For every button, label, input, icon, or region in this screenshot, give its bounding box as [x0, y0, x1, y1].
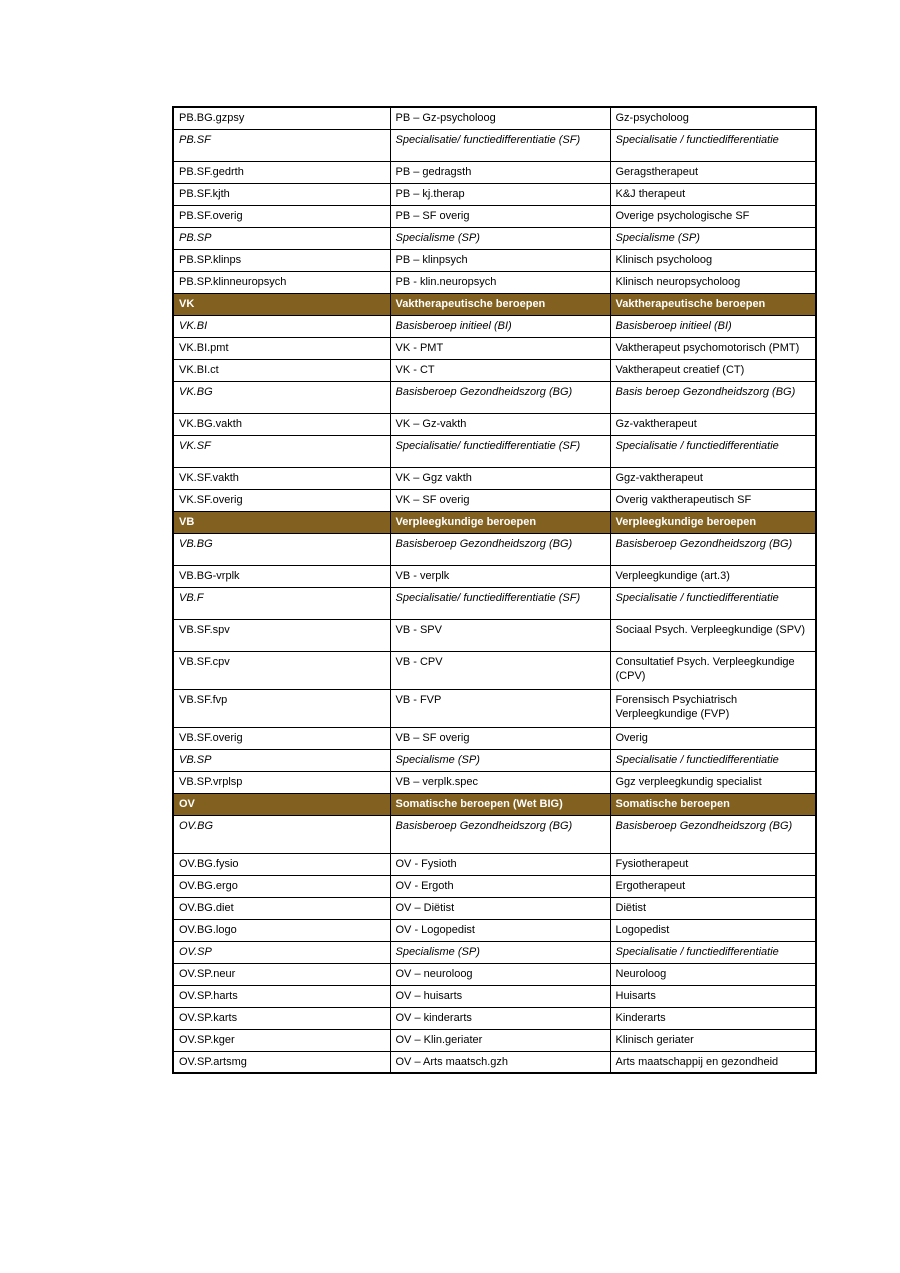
description-cell: Klinisch neuropsycholoog [610, 271, 816, 293]
section-code-header: VB [173, 511, 390, 533]
short-description-cell: PB – Gz-psycholoog [390, 107, 610, 129]
description-cell: Ergotherapeut [610, 875, 816, 897]
table-row [173, 435, 816, 467]
code-cell: VK.SF.vakth [173, 467, 390, 489]
code-cell: VK.SF.overig [173, 489, 390, 511]
short-description-cell: Basisberoep Gezondheidszorg (BG) [390, 381, 610, 413]
description-cell: Diëtist [610, 897, 816, 919]
description-cell: Overig vaktherapeutisch SF [610, 489, 816, 511]
description-cell: Vaktherapeut creatief (CT) [610, 359, 816, 381]
code-cell: OV.BG.diet [173, 897, 390, 919]
description-cell: Fysiotherapeut [610, 853, 816, 875]
code-cell: OV.SP.neur [173, 963, 390, 985]
table-row [173, 413, 816, 435]
table-row [173, 853, 816, 875]
code-cell: OV.SP.karts [173, 1007, 390, 1029]
description-cell: Basisberoep Gezondheidszorg (BG) [610, 815, 816, 853]
table-row [173, 1051, 816, 1073]
description-cell: Specialisatie / functiedifferentiatie [610, 749, 816, 771]
description-cell: Overige psychologische SF [610, 205, 816, 227]
description-cell: Forensisch Psychiatrisch Verpleegkundige (FVP) [610, 689, 816, 727]
description-cell: Gz-psycholoog [610, 107, 816, 129]
table-row [173, 897, 816, 919]
code-cell: PB.SF [173, 129, 390, 161]
table-row [173, 1029, 816, 1051]
table-row [173, 919, 816, 941]
table-row [173, 381, 816, 413]
code-cell: OV.BG.fysio [173, 853, 390, 875]
table-row [173, 489, 816, 511]
table-row [173, 587, 816, 619]
short-description-cell: OV – Arts maatsch.gzh [390, 1051, 610, 1073]
short-description-cell: Specialisme (SP) [390, 749, 610, 771]
section-title-header: Verpleegkundige beroepen [610, 511, 816, 533]
short-description-cell: VK – Gz-vakth [390, 413, 610, 435]
description-cell: Verpleegkundige (art.3) [610, 565, 816, 587]
description-cell: Gz-vaktherapeut [610, 413, 816, 435]
code-cell: PB.SF.gedrth [173, 161, 390, 183]
code-cell: VK.BG [173, 381, 390, 413]
code-cell: VB.SF.overig [173, 727, 390, 749]
code-cell: OV.BG.logo [173, 919, 390, 941]
section-code-header: OV [173, 793, 390, 815]
section-header-row [173, 293, 816, 315]
section-title-header: Somatische beroepen [610, 793, 816, 815]
description-cell: Specialisme (SP) [610, 227, 816, 249]
code-cell: OV.SP.kger [173, 1029, 390, 1051]
section-code-header: VK [173, 293, 390, 315]
description-cell: Sociaal Psych. Verpleegkundige (SPV) [610, 619, 816, 651]
description-cell: Specialisatie / functiedifferentiatie [610, 587, 816, 619]
code-cell: VB.BG [173, 533, 390, 565]
code-cell: OV.BG.ergo [173, 875, 390, 897]
short-description-cell: Specialisatie/ functiedifferentiatie (SF) [390, 435, 610, 467]
description-cell: Specialisatie / functiedifferentiatie [610, 435, 816, 467]
short-description-cell: PB – SF overig [390, 205, 610, 227]
short-description-cell: OV - Ergoth [390, 875, 610, 897]
table-row [173, 183, 816, 205]
table-row [173, 107, 816, 129]
code-cell: PB.SP [173, 227, 390, 249]
table-row [173, 271, 816, 293]
short-description-cell: Basisberoep initieel (BI) [390, 315, 610, 337]
short-description-cell: Specialisme (SP) [390, 227, 610, 249]
code-cell: VB.F [173, 587, 390, 619]
code-cell: VK.BG.vakth [173, 413, 390, 435]
description-cell: Ggz-vaktherapeut [610, 467, 816, 489]
table-row [173, 941, 816, 963]
description-cell: Klinisch psycholoog [610, 249, 816, 271]
code-cell: VB.SP.vrplsp [173, 771, 390, 793]
table-row [173, 815, 816, 853]
section-title-header: Verpleegkundige beroepen [390, 511, 610, 533]
short-description-cell: Specialisatie/ functiedifferentiatie (SF) [390, 587, 610, 619]
beroepen-code-table [172, 106, 817, 1074]
short-description-cell: VB - SPV [390, 619, 610, 651]
section-header-row [173, 511, 816, 533]
code-cell: VB.BG-vrplk [173, 565, 390, 587]
table-row [173, 129, 816, 161]
short-description-cell: Specialisatie/ functiedifferentiatie (SF) [390, 129, 610, 161]
code-cell: VK.SF [173, 435, 390, 467]
description-cell: Neuroloog [610, 963, 816, 985]
table-row [173, 1007, 816, 1029]
code-cell: OV.SP [173, 941, 390, 963]
description-cell: Kinderarts [610, 1007, 816, 1029]
short-description-cell: OV – huisarts [390, 985, 610, 1007]
short-description-cell: PB - klin.neuropsych [390, 271, 610, 293]
description-cell: Huisarts [610, 985, 816, 1007]
short-description-cell: OV – Klin.geriater [390, 1029, 610, 1051]
short-description-cell: Specialisme (SP) [390, 941, 610, 963]
description-cell: Geragstherapeut [610, 161, 816, 183]
description-cell: Basisberoep initieel (BI) [610, 315, 816, 337]
table-row [173, 689, 816, 727]
code-cell: VK.BI.ct [173, 359, 390, 381]
short-description-cell: OV – kinderarts [390, 1007, 610, 1029]
short-description-cell: OV - Fysioth [390, 853, 610, 875]
short-description-cell: VB - CPV [390, 651, 610, 689]
table-row [173, 985, 816, 1007]
table-row [173, 875, 816, 897]
table-row [173, 565, 816, 587]
short-description-cell: VK - CT [390, 359, 610, 381]
section-title-header: Somatische beroepen (Wet BIG) [390, 793, 610, 815]
short-description-cell: OV – Diëtist [390, 897, 610, 919]
code-cell: VB.SP [173, 749, 390, 771]
table-row [173, 315, 816, 337]
description-cell: Specialisatie / functiedifferentiatie [610, 941, 816, 963]
table-row [173, 467, 816, 489]
section-header-row [173, 793, 816, 815]
code-cell: OV.SP.artsmg [173, 1051, 390, 1073]
description-cell: Overig [610, 727, 816, 749]
short-description-cell: VB – verplk.spec [390, 771, 610, 793]
description-cell: Basis beroep Gezondheidszorg (BG) [610, 381, 816, 413]
table-row [173, 651, 816, 689]
section-title-header: Vaktherapeutische beroepen [610, 293, 816, 315]
description-cell: K&J therapeut [610, 183, 816, 205]
code-cell: PB.SF.kjth [173, 183, 390, 205]
short-description-cell: PB – klinpsych [390, 249, 610, 271]
table-row [173, 227, 816, 249]
table-row [173, 771, 816, 793]
table-row [173, 749, 816, 771]
code-cell: VK.BI [173, 315, 390, 337]
code-cell: VK.BI.pmt [173, 337, 390, 359]
short-description-cell: Basisberoep Gezondheidszorg (BG) [390, 815, 610, 853]
code-cell: VB.SF.fvp [173, 689, 390, 727]
short-description-cell: VK – Ggz vakth [390, 467, 610, 489]
short-description-cell: PB – gedragsth [390, 161, 610, 183]
section-title-header: Vaktherapeutische beroepen [390, 293, 610, 315]
short-description-cell: VB - verplk [390, 565, 610, 587]
code-cell: PB.SF.overig [173, 205, 390, 227]
code-cell: PB.SP.klinps [173, 249, 390, 271]
description-cell: Ggz verpleegkundig specialist [610, 771, 816, 793]
short-description-cell: VB - FVP [390, 689, 610, 727]
code-cell: VB.SF.cpv [173, 651, 390, 689]
description-cell: Basisberoep Gezondheidszorg (BG) [610, 533, 816, 565]
description-cell: Specialisatie / functiedifferentiatie [610, 129, 816, 161]
table-row [173, 359, 816, 381]
description-cell: Vaktherapeut psychomotorisch (PMT) [610, 337, 816, 359]
description-cell: Arts maatschappij en gezondheid [610, 1051, 816, 1073]
table-row [173, 727, 816, 749]
description-cell: Klinisch geriater [610, 1029, 816, 1051]
short-description-cell: OV - Logopedist [390, 919, 610, 941]
table-row [173, 619, 816, 651]
code-cell: PB.SP.klinneuropsych [173, 271, 390, 293]
table-row [173, 161, 816, 183]
table-row [173, 249, 816, 271]
table-row [173, 533, 816, 565]
table-row [173, 205, 816, 227]
code-cell: OV.SP.harts [173, 985, 390, 1007]
beroepen-table-body [173, 107, 816, 1073]
table-row [173, 963, 816, 985]
short-description-cell: OV – neuroloog [390, 963, 610, 985]
description-cell: Logopedist [610, 919, 816, 941]
code-cell: PB.BG.gzpsy [173, 107, 390, 129]
description-cell: Consultatief Psych. Verpleegkundige (CPV) [610, 651, 816, 689]
short-description-cell: VB – SF overig [390, 727, 610, 749]
short-description-cell: PB – kj.therap [390, 183, 610, 205]
short-description-cell: Basisberoep Gezondheidszorg (BG) [390, 533, 610, 565]
code-cell: OV.BG [173, 815, 390, 853]
code-cell: VB.SF.spv [173, 619, 390, 651]
short-description-cell: VK - PMT [390, 337, 610, 359]
short-description-cell: VK – SF overig [390, 489, 610, 511]
table-row [173, 337, 816, 359]
